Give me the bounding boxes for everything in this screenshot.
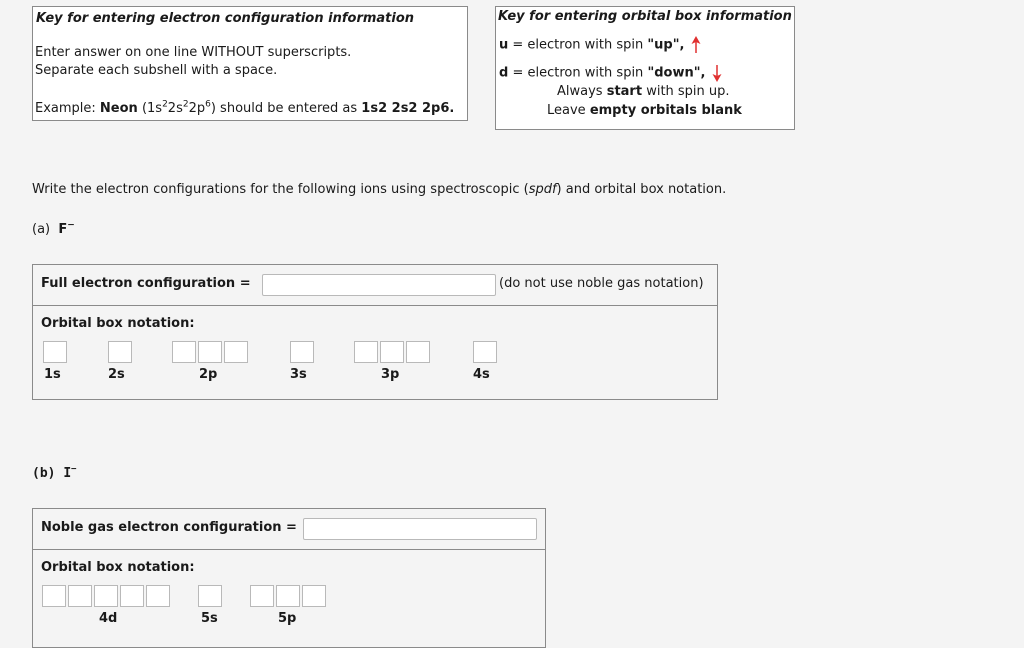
- example-entered-as: should be entered as: [215, 101, 362, 116]
- orbital-box-3s[interactable]: [290, 341, 314, 363]
- u-spin: "up",: [647, 37, 685, 53]
- instruction-prefix: Write the electron configurations for the following ions using spectroscopic (: [32, 182, 529, 197]
- panel-divider: [33, 549, 545, 550]
- orbital-key-box: [495, 6, 795, 130]
- orbital-box-3p-3[interactable]: [406, 341, 430, 363]
- always-prefix: Always: [557, 84, 607, 99]
- part-a-heading: [32, 222, 75, 237]
- subshell-label-5s: 5s: [201, 611, 218, 626]
- orbital-box-2p-3[interactable]: [224, 341, 248, 363]
- orbital-box-4d-4[interactable]: [120, 585, 144, 607]
- orbital-box-5p-1[interactable]: [250, 585, 274, 607]
- instruction-italic: spdf: [528, 182, 557, 197]
- subshell-label-3s: 3s: [290, 367, 307, 382]
- part-b-label: (b): [32, 466, 56, 481]
- config-key-line1: Enter answer on one line WITHOUT superscripts.: [35, 45, 352, 60]
- subshell-label-4d: 4d: [99, 611, 118, 626]
- orbital-key-up-line: [499, 36, 703, 54]
- part-b-ion: I: [63, 466, 72, 481]
- orbital-box-4s[interactable]: [473, 341, 497, 363]
- orbital-box-2p-2[interactable]: [198, 341, 222, 363]
- part-a-charge: −: [67, 220, 75, 231]
- subshell-label-5p: 5p: [278, 611, 297, 626]
- orbital-box-label: Orbital box notation:: [41, 316, 195, 331]
- orbital-box-2p-1[interactable]: [172, 341, 196, 363]
- full-config-note: (do not use noble gas notation): [499, 276, 704, 291]
- spin-up-arrow-icon: [689, 36, 703, 54]
- d-key: d: [499, 65, 509, 81]
- panel-divider: [33, 305, 717, 306]
- orbital-key-title: Key for entering orbital box information: [498, 9, 792, 24]
- part-b-heading: [32, 466, 77, 481]
- part-b-charge: −: [71, 464, 77, 475]
- orbital-box-4d-3[interactable]: [94, 585, 118, 607]
- noble-config-input[interactable]: [303, 518, 537, 540]
- orbital-box-4d-1[interactable]: [42, 585, 66, 607]
- orbital-box-5p-2[interactable]: [276, 585, 300, 607]
- always-bold: start: [606, 84, 643, 99]
- example-element: Neon: [99, 101, 138, 116]
- orbital-box-1s[interactable]: [43, 341, 67, 363]
- orbital-key-leave-line: [547, 103, 742, 118]
- full-config-input[interactable]: [262, 274, 496, 296]
- part-b-panel: [32, 508, 546, 648]
- u-text: = electron with spin: [508, 37, 648, 53]
- part-a-panel: [32, 264, 718, 400]
- always-suffix: with spin up.: [642, 84, 730, 99]
- part-a-ion: F: [58, 222, 68, 237]
- example-prefix: Example:: [35, 101, 100, 116]
- subshell-label-2p: 2p: [199, 367, 218, 382]
- subshell-label-3p: 3p: [381, 367, 400, 382]
- d-text: = electron with spin: [508, 65, 648, 81]
- subshell-label-1s: 1s: [44, 367, 61, 382]
- orbital-box-4d-2[interactable]: [68, 585, 92, 607]
- d-spin: "down",: [647, 65, 706, 81]
- subshell-label-4s: 4s: [473, 367, 490, 382]
- example-answer: 1s2 2s2 2p6.: [361, 101, 455, 116]
- orbital-key-always-line: [557, 84, 730, 99]
- full-config-label: Full electron configuration =: [41, 276, 251, 291]
- orbital-box-5p-3[interactable]: [302, 585, 326, 607]
- noble-config-label: Noble gas electron configuration =: [41, 520, 297, 535]
- subshell-label-2s: 2s: [108, 367, 125, 382]
- spin-down-arrow-icon: [710, 64, 724, 82]
- orbital-key-down-line: [499, 64, 724, 82]
- orbital-box-5s[interactable]: [198, 585, 222, 607]
- config-key-box: [32, 6, 468, 121]
- orbital-box-4d-5[interactable]: [146, 585, 170, 607]
- instruction-text: [32, 182, 726, 197]
- leave-bold: empty orbitals blank: [589, 103, 742, 118]
- instruction-suffix: ) and orbital box notation.: [556, 182, 727, 197]
- config-key-example: Example: Neon $(1s^22s^22p^6)$ should be entered as 1s2 2s2 2p6.: [35, 99, 455, 116]
- orbital-box-3p-1[interactable]: [354, 341, 378, 363]
- config-key-title: Key for entering electron configuration information: [36, 11, 415, 26]
- config-key-line2: Separate each subshell with a space.: [35, 63, 278, 78]
- part-a-label: (a): [32, 222, 51, 237]
- orbital-box-3p-2[interactable]: [380, 341, 404, 363]
- leave-prefix: Leave: [547, 103, 590, 118]
- u-key: u: [499, 37, 509, 53]
- orbital-box-2s[interactable]: [108, 341, 132, 363]
- orbital-box-label: Orbital box notation:: [41, 560, 195, 575]
